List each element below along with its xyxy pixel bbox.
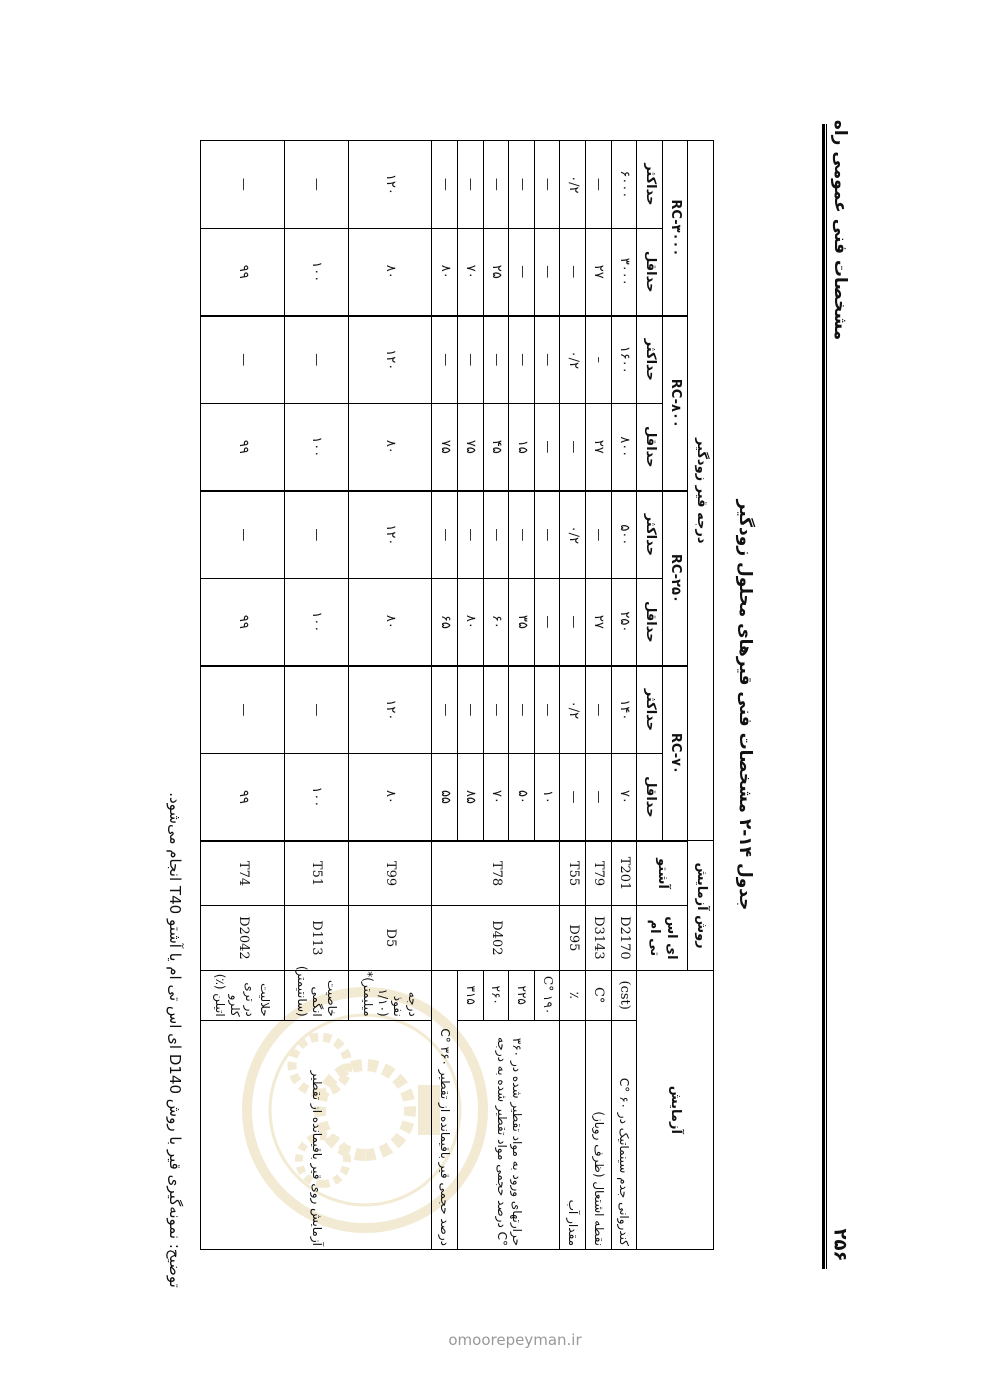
value-cell: —	[483, 666, 509, 754]
value-cell: ۵۰	[509, 753, 535, 841]
max-label: حداکثر	[637, 666, 663, 754]
value-cell: —	[534, 228, 560, 316]
test-penetration: درجه نفوذ (۱/۱۰ میلیمتر)*	[348, 970, 432, 1020]
header-test: آزمایش	[637, 970, 714, 1249]
value-cell: —	[560, 403, 586, 491]
value-cell: ۸۰	[348, 403, 432, 491]
value-cell: ۱۲۰	[348, 316, 432, 404]
value-cell: —	[201, 491, 285, 579]
value-cell: ۷۵	[458, 403, 484, 491]
value-cell: ۸۰	[458, 578, 484, 666]
table-caption: جدول ۱۴-۲ مشخصات فنی قیرهای محلول زودگیر	[735, 499, 755, 911]
value-cell: ۹۹	[201, 228, 285, 316]
value-cell: —	[201, 316, 285, 404]
value-cell: ۱۰۰	[284, 403, 348, 491]
value-cell: ۷۰	[483, 753, 509, 841]
header-method: روش آزمایش	[688, 841, 714, 970]
aashto-cell: T201	[611, 841, 637, 906]
header-aashto: آشتو	[637, 841, 688, 906]
value-cell: ۸۵	[458, 753, 484, 841]
value-cell: —	[534, 316, 560, 404]
value-cell: ۲۷	[586, 228, 612, 316]
grade-rc70: RC-۷۰	[662, 666, 688, 841]
value-cell: —	[509, 666, 535, 754]
value-cell: —	[586, 141, 612, 229]
value-cell: ۵۵	[432, 753, 458, 841]
value-cell: —	[483, 141, 509, 229]
unit-cell: °C	[586, 970, 612, 1020]
value-cell: —	[534, 403, 560, 491]
value-cell: —	[586, 753, 612, 841]
value-cell: —	[534, 578, 560, 666]
astm-cell: D2042	[201, 906, 285, 971]
value-cell: —	[458, 491, 484, 579]
value-cell: ۱۰	[534, 753, 560, 841]
value-cell: ۹۹	[201, 403, 285, 491]
value-cell: ۱۰۰	[284, 228, 348, 316]
value-cell: —	[509, 141, 535, 229]
table-row	[611, 141, 637, 1250]
value-cell: —	[432, 141, 458, 229]
aashto-cell: T99	[348, 841, 432, 906]
grade-rc250: RC-۲۵۰	[662, 491, 688, 666]
page-number: ۲۵۶	[829, 1228, 851, 1262]
value-cell: ۸۰۰	[611, 403, 637, 491]
test-ductility: خاصیت انگمی (سانتیمتر)	[284, 970, 348, 1020]
value-cell: –	[586, 316, 612, 404]
value-cell: —	[284, 491, 348, 579]
test-water-content: مقدار آب	[560, 1020, 586, 1249]
value-cell: —	[586, 666, 612, 754]
value-cell: ۵۰۰	[611, 491, 637, 579]
value-cell: ۱۵	[509, 403, 535, 491]
header-grade-group: درجه قیر زودگیر	[688, 141, 714, 841]
value-cell: —	[586, 491, 612, 579]
value-cell: ۲۷	[586, 403, 612, 491]
value-cell: ۸۰	[348, 578, 432, 666]
test-solubility: حلالیت در تری کلرو اتیلن (٪)	[201, 970, 285, 1020]
value-cell: —	[432, 491, 458, 579]
book-title: مشخصات فنی عمومی راه	[830, 119, 850, 341]
table-row	[348, 141, 432, 1250]
distill-temp: ۲۶۰	[483, 970, 509, 1020]
value-cell: —	[458, 666, 484, 754]
min-label: حداقل	[637, 753, 663, 841]
site-watermark: omoorepeyman.ir	[448, 1331, 582, 1349]
unit-cell: ٪	[560, 970, 586, 1020]
value-cell: —	[432, 666, 458, 754]
test-residue-percent: درصد حجمی قیر باقیمانده از تقطیر ۳۶۰ °C	[432, 970, 458, 1249]
value-cell: —	[483, 491, 509, 579]
value-cell: ۷۰	[458, 228, 484, 316]
value-cell: —	[458, 141, 484, 229]
value-cell: —	[560, 228, 586, 316]
value-cell: —	[509, 316, 535, 404]
value-cell: ۰/۲	[560, 141, 586, 229]
aashto-cell: T78	[432, 841, 560, 906]
astm-cell: D402	[432, 906, 560, 971]
value-cell: ۸۰	[348, 753, 432, 841]
value-cell: —	[509, 491, 535, 579]
astm-cell: D2170	[611, 906, 637, 971]
value-cell: —	[534, 141, 560, 229]
value-cell: ۹۹	[201, 578, 285, 666]
distill-temp: ۱۹۰ °C	[534, 970, 560, 1020]
value-cell: —	[284, 141, 348, 229]
value-cell: ۸۰	[432, 228, 458, 316]
value-cell: —	[509, 228, 535, 316]
value-cell: ۶۰	[483, 578, 509, 666]
aashto-cell: T74	[201, 841, 285, 906]
unit-cell: (cst)	[611, 970, 637, 1020]
value-cell: ۰/۲	[560, 666, 586, 754]
value-cell: —	[458, 316, 484, 404]
value-cell: ۷۵	[432, 403, 458, 491]
distill-temp: ۲۲۵	[509, 970, 535, 1020]
value-cell: ۱۰۰	[284, 753, 348, 841]
distill-temp: ۳۱۵	[458, 970, 484, 1020]
value-cell: ۰/۲	[560, 491, 586, 579]
value-cell: —	[201, 141, 285, 229]
table-row	[432, 141, 458, 1250]
table-row	[534, 141, 560, 1250]
min-label: حداقل	[637, 578, 663, 666]
value-cell: ۱۴۰	[611, 666, 637, 754]
value-cell: —	[284, 316, 348, 404]
max-label: حداکثر	[637, 141, 663, 229]
min-label: حداقل	[637, 228, 663, 316]
max-label: حداکثر	[637, 316, 663, 404]
max-label: حداکثر	[637, 491, 663, 579]
header-rule	[822, 124, 827, 1269]
value-cell: —	[534, 666, 560, 754]
value-cell: ۴۵	[483, 403, 509, 491]
value-cell: ۱۶۰۰	[611, 316, 637, 404]
value-cell: ۸۰	[348, 228, 432, 316]
spec-table	[200, 140, 714, 1250]
value-cell: ۷۰	[611, 753, 637, 841]
value-cell: ۱۲۰	[348, 666, 432, 754]
grade-rc800: RC-۸۰۰	[662, 316, 688, 491]
value-cell: —	[560, 753, 586, 841]
min-label: حداقل	[637, 403, 663, 491]
astm-cell: D3143	[586, 906, 612, 971]
astm-cell: D5	[348, 906, 432, 971]
value-cell: ۰/۲	[560, 316, 586, 404]
header-astm: ای اس تی ام	[637, 906, 688, 971]
value-cell: ۲۵	[483, 228, 509, 316]
value-cell: ۶۵	[432, 578, 458, 666]
value-cell: —	[560, 578, 586, 666]
value-cell: —	[534, 491, 560, 579]
value-cell: ۱۰۰	[284, 578, 348, 666]
value-cell: ۳۰۰۰	[611, 228, 637, 316]
test-residue-group: آزمایش روی قیر باقیمانده از تقطیر	[201, 1020, 432, 1249]
grade-rc3000: RC-۳۰۰۰	[662, 141, 688, 316]
value-cell: ۲۵۰	[611, 578, 637, 666]
value-cell: ۲۷	[586, 578, 612, 666]
footnote: توضیح: نمونه‌گیری قیر با روش D140 ای اس تی ام یا آشتو T40 انجام می‌شود.	[166, 792, 184, 1288]
value-cell: —	[483, 316, 509, 404]
aashto-cell: T55	[560, 841, 586, 906]
value-cell: ۱۲۰	[348, 141, 432, 229]
astm-cell: D95	[560, 906, 586, 971]
value-cell: —	[284, 666, 348, 754]
value-cell: ۱۲۰	[348, 491, 432, 579]
spec-table-container	[200, 140, 714, 1250]
test-distillation: حرارتهای ورود به مواد تقطیر شده در ۳۶۰ °C درصد حجمی مواد تقطیر شده به درجه	[458, 1020, 560, 1249]
aashto-cell: T79	[586, 841, 612, 906]
value-cell: ۹۹	[201, 753, 285, 841]
test-viscosity: کندروانی جدم سینماتیک در ۶۰ °C	[611, 1020, 637, 1249]
value-cell: —	[201, 666, 285, 754]
test-flash-point: نقطه اشتعال (ظرف روباز)	[586, 1020, 612, 1249]
table-row	[586, 141, 612, 1250]
astm-cell: D113	[284, 906, 348, 971]
table-row	[560, 141, 586, 1250]
value-cell: ۳۵	[509, 578, 535, 666]
aashto-cell: T51	[284, 841, 348, 906]
value-cell: —	[432, 316, 458, 404]
value-cell: ۶۰۰۰	[611, 141, 637, 229]
